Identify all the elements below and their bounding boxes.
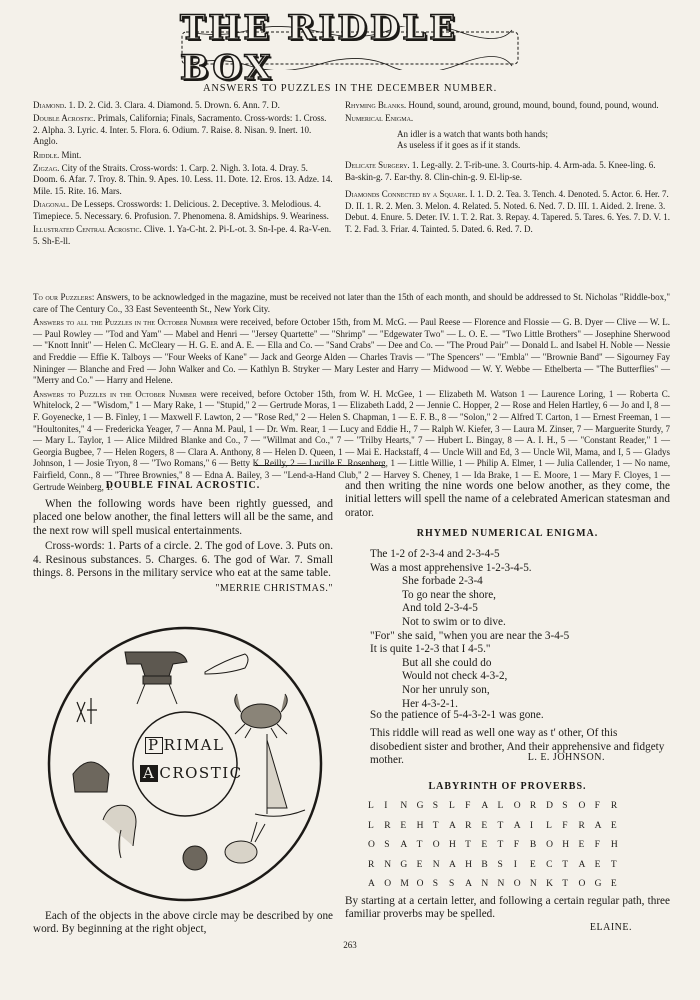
label-rest: RIMAL xyxy=(163,736,225,754)
rhymed-enigma-poem xyxy=(370,548,670,711)
labyrinth-letter: I xyxy=(384,801,388,811)
labyrinth-letter: S xyxy=(432,801,439,811)
answers-right-column xyxy=(345,100,670,237)
answer-label: Diamonds Connected by a Square. xyxy=(345,189,468,200)
labyrinth-letter: B xyxy=(481,859,488,870)
labyrinth-letter: O xyxy=(578,879,586,890)
answer-double-acrostic xyxy=(33,113,333,148)
labyrinth-letter: O xyxy=(432,840,440,851)
labyrinth-letter: A xyxy=(481,801,489,811)
labyrinth-letter: L xyxy=(448,801,455,811)
labyrinth-letter: A xyxy=(400,840,408,851)
labyrinth-letter: A xyxy=(513,820,521,831)
yarn-ball-icon xyxy=(183,846,207,870)
labyrinth-letter: E xyxy=(610,879,617,890)
answer-diamonds-square xyxy=(345,189,670,235)
labyrinth-letter: A xyxy=(594,820,602,831)
labyrinth-letter: M xyxy=(400,879,409,890)
labyrinth-text: By starting at a certain letter, and following a certain regular path, three familiar proverbs may be spelled. xyxy=(345,895,670,921)
labyrinth-letter: N xyxy=(481,879,489,890)
poem-line: Was a most apprehensive 1-2-3-4-5. xyxy=(370,561,532,574)
masthead-title: THE RIDDLE BOX xyxy=(180,8,459,88)
notice-text: Answers, to be acknowledged in the magazine, must be received not later than the 15th of each month, and should be addressed to St. Nicholas "Riddle-box," care of The Century Co., 33 East Seventeenth St., New York City. xyxy=(33,292,671,314)
labyrinth-letter: S xyxy=(432,879,439,890)
labyrinth-row xyxy=(368,856,630,876)
labyrinth-letter: L xyxy=(497,801,504,811)
labyrinth-letter: E xyxy=(610,820,617,831)
answer-zigzag xyxy=(33,163,333,198)
answer-diagonal xyxy=(33,199,333,222)
drop-initial: P xyxy=(145,737,163,754)
answer-rhyming-blanks xyxy=(345,100,670,112)
poem-line: To go near the shore, xyxy=(402,588,496,601)
labyrinth-letter: N xyxy=(497,879,505,890)
page-number: 263 xyxy=(343,940,357,950)
labyrinth-letter: H xyxy=(610,840,618,851)
labyrinth-letter: S xyxy=(497,859,503,870)
poem-line: But all she could do xyxy=(402,656,492,669)
labyrinth-letter: E xyxy=(400,820,407,831)
answers-heading: ANSWERS TO PUZZLES IN THE DECEMBER NUMBER. xyxy=(202,83,498,94)
primal-acrostic-instructions: Each of the objects in the above circle may be described by one word. By beginning at the right object, xyxy=(33,910,333,936)
labyrinth-letter: B xyxy=(529,840,537,851)
labyrinth-letter: R xyxy=(529,801,537,811)
labyrinth-letter: A xyxy=(448,820,456,831)
answer-text: City of the Straits. Cross-words: 1. Carp. 2. Nigh. 3. Iota. 4. Dray. 5. Doom. 6. Afar. 7. Troy. 8. Thin. 9. Apes. 10. Less. 11. Dote. 12. Eros. 13. Adze. 14. Mile. 15. Rite. 16. Mars. xyxy=(33,162,333,196)
labyrinth-letter: L xyxy=(546,820,552,831)
labyrinth-letter: A xyxy=(368,879,375,890)
poem-line: And told 2-3-4-5 xyxy=(402,602,478,615)
poem-line: Not to swim or to dive. xyxy=(402,615,506,628)
labyrinth-letter: T xyxy=(610,859,617,870)
answer-label: Rhyming Blanks. xyxy=(345,100,407,110)
labyrinth-letter: O xyxy=(368,840,375,851)
answer-text: Hound, sound, around, ground, mound, bound, found, pound, wound. xyxy=(406,100,659,110)
answer-riddle xyxy=(33,150,333,162)
labyrinth-letter: E xyxy=(594,859,601,870)
riddle-box-masthead xyxy=(180,8,520,88)
labyrinth-letter: A xyxy=(465,879,472,890)
poem-line: The 1-2 of 2-3-4 and 2-3-4-5 xyxy=(370,548,500,560)
enigma-line: An idler is a watch that wants both hands; xyxy=(397,128,548,139)
answer-central-acrostic xyxy=(33,224,333,247)
labyrinth-letter: R xyxy=(384,820,391,831)
poem-line: Nor her unruly son, xyxy=(402,683,490,696)
answer-text: 1. Leg-ally. 2. T-rib-une. 3. Courts-hip. 4. Arm-ada. 5. Knee-ling. 6. Ba-skin-g. 7. Ear-thy. 8. Clin-chin-g. 9. El-lip-se. xyxy=(345,159,656,182)
poem-note: This riddle will read as well one way as t' other, Of this disobedient sister and brother, And their apprehensive and fidgety mother. xyxy=(370,727,665,767)
poem-line: Her 4-3-2-1. xyxy=(402,697,458,710)
labyrinth-letter: N xyxy=(432,859,440,870)
labyrinth-letter: A xyxy=(448,859,456,870)
labyrinth-letter: E xyxy=(529,859,536,870)
labyrinth-title: LABYRINTH OF PROVERBS. xyxy=(428,781,587,792)
labyrinth-letter: O xyxy=(384,879,392,890)
labyrinth-letter: H xyxy=(562,840,570,851)
answer-label: Diagonal. xyxy=(33,199,70,210)
labyrinth-letter: I xyxy=(513,859,517,870)
labyrinth-letter: T xyxy=(562,879,569,890)
section-divider xyxy=(255,465,385,466)
labyrinth-letter: N xyxy=(400,801,408,811)
acrostic-signature: "MERRIE CHRISTMAS." xyxy=(215,583,333,595)
labyrinth-letter: I xyxy=(529,820,534,831)
labyrinth-letter: E xyxy=(416,859,423,870)
primal-acrostic-text xyxy=(33,910,333,937)
labyrinth-letter: F xyxy=(562,820,568,831)
labyrinth-letter: S xyxy=(448,879,455,890)
answer-label: Zigzag. xyxy=(33,162,60,173)
poem-line: It is quite 1-2-3 that I 4-5." xyxy=(370,643,491,656)
labyrinth-letter: O xyxy=(513,801,521,811)
primal-label xyxy=(145,736,224,754)
answer-label: Illustrated Central Acrostic. xyxy=(33,223,142,234)
answer-text: 1. D. 2. Cid. 3. Clara. 4. Diamond. 5. Drown. 6. Ann. 7. D. xyxy=(66,100,280,110)
labyrinth-row xyxy=(368,797,630,817)
labyrinth-letter: F xyxy=(513,840,519,851)
answer-delicate-surgery xyxy=(345,160,670,183)
labyrinth-letter: T xyxy=(465,840,471,851)
labyrinth-letter: T xyxy=(432,820,439,831)
poem-line: "For" she said, "when you are near the 3-4-5 xyxy=(370,629,570,642)
labyrinth-letter: O xyxy=(416,879,424,890)
labyrinth-letter: O xyxy=(578,801,586,811)
labyrinth-letter: O xyxy=(546,840,553,851)
labyrinth-letter: N xyxy=(384,859,392,870)
double-final-acrostic-body xyxy=(33,498,333,596)
enigma-signature: L. E. JOHNSON. xyxy=(527,752,605,763)
answer-label: Numerical Enigma. xyxy=(345,113,414,124)
label-rest: CROSTIC xyxy=(159,764,243,782)
labyrinth-letter: H xyxy=(448,840,456,851)
notice-all-puzzles xyxy=(33,317,670,387)
answer-text: Mint. xyxy=(59,149,82,160)
labyrinth-letter: L xyxy=(368,801,374,811)
labyrinth-letter: R xyxy=(610,801,618,811)
answer-label: Diamond. xyxy=(33,100,67,110)
labyrinth-row xyxy=(368,875,630,895)
labyrinth-letter: E xyxy=(578,840,585,851)
labyrinth-grid xyxy=(368,797,630,895)
labyrinth-letter: G xyxy=(416,801,424,811)
notice-label: To our Puzzlers: xyxy=(33,292,95,302)
labyrinth-letter: N xyxy=(529,879,537,890)
labyrinth-letter: R xyxy=(368,859,375,870)
answer-label: Riddle. xyxy=(33,149,60,160)
answer-diamond xyxy=(33,100,333,112)
labyrinth-letter: E xyxy=(481,840,488,851)
labyrinth-row xyxy=(368,836,630,856)
enigma-line: As useless if it goes as if it stands. xyxy=(397,140,521,151)
answer-numerical-enigma-label xyxy=(345,113,670,125)
labyrinth-letter: A xyxy=(578,859,586,870)
poem-line: Would not check 4-3-2, xyxy=(402,670,508,683)
answer-text: De Lesseps. Crosswords: 1. Delicious. 2. Deceptive. 3. Melodious. 4. Timepiece. 5. Necessary. 6. Profusion. 7. Phenomena. 8. Amidships. 9. Weariness. xyxy=(33,199,329,221)
poem-line: She forbade 2-3-4 xyxy=(402,575,483,588)
answer-text: Primals, California; Finals, Sacramento. Cross-words: 1. Cross. 2. Alpha. 3. Lyric. 4. Inter. 5. Flora. 6. Odium. 7. Raise. 8. Nisan. 9. Inert. 10. Anglo. xyxy=(33,113,327,147)
labyrinth-letter: T xyxy=(416,840,423,851)
primal-acrostic-continued: and then writing the nine words one below another, as they come, the initial letters will spell the name of a celebrated American statesman and orator. xyxy=(345,480,670,519)
labyrinth-row xyxy=(368,817,630,837)
acrostic-cross-words: Cross-words: 1. Parts of a circle. 2. The god of Love. 3. Puts on. 4. Resinous substances. 5. Charges. 6. The god of War. 7. Small things. 8. Persons in the military service who eat at the same table. xyxy=(33,540,333,580)
labyrinth-letter: T xyxy=(497,820,504,831)
notice-label: Answers to Puzzles in the October Number xyxy=(33,388,197,399)
labyrinth-signature: ELAINE. xyxy=(589,922,632,933)
answer-label: Delicate Surgery. xyxy=(345,159,410,170)
notice-text: were received, before October 15th, from M. McG. — Paul Reese — Florence and Flossie — G. B. Dyer — Clive — W. L. — Paul Rowley — "Tod and Yam" — Mabel and Henri — "Jersey Quartette" — "Shrimp" — "Edgewater Two" — L. O. E. — "Two Little Brothers" — Josephine Sherwood — "Knott Innit" — Helen C. McCleary — H. G. E. and A. E. — Ella and Co. — "Sand Crabs" — Dee and Co. — "The Proud Pair" — Donald L. and Isabel H. Noble — Nessie and Freddie — Effie K. Talboys — "Four Weeks of Kane" — Jack and George Alden — Charles Travis — "The Spencers" — "Embla" — "Brownie Band" — Sigourney Fay Nininger — Blanche and Fred — John Walker and Co. — Kathlyn B. Stryker — Mary Lester and Harry — Midwood — W. Y. Webbe — Ethelberta — "The Butterflies" — "Merry and Co." — Harry and Helene. xyxy=(33,317,670,386)
drop-initial: A xyxy=(140,765,158,782)
answers-left-column xyxy=(33,100,333,249)
acrostic-intro: When the following words have been rightly guessed, and placed one below another, the final letters will all be the same, and the next row will spell musical entertainments. xyxy=(33,498,333,537)
labyrinth-letter: K xyxy=(546,879,553,890)
labyrinth-letter: R xyxy=(465,820,472,831)
notice-text: were received, before October 15th, from W. H. McGee, 1 — Elizabeth M. Watson 1 — Laurence Loring, 1 — Roberta C. Whitelock, 2 — "Wisdom," 1 — Mary Rake, 1 — "Stupid," 2 — Gertrude Moras, 1 — Elizabeth Ladd, 2 — Jennie C. Hopper, 2 — Rose and Helen Hartley, 6 — Jo and I, 8 — F. Goyenecke, 1 — B. Finley, 1 — Maxwell F. Lawton, 2 — "Rose Red," 2 — Helen S. Chapman, 1 — E. F. B., 8 — "Solon," 2 — Alfred T. Carton, 1 — Ernest Freeman, 1 — "Houltonites," 4 — Fredericka Yeager, 7 — Anna M. Paul, 1 — Dr. Wm. Rear, 1 — Lucy and Eddie H., 7 — Ralph W. Kiefer, 3 — Laura M. Zinser, 7 — Marguerite Sturdy, 7 — Mary L. Taylor, 1 — Alice Mildred Blanke and Co., 7 — "Willmat and Co.," 7 — "Trilby Hearts," 7 — Hubert L. Bingay, 8 — A. I. H., 5 — "Constant Reader," 1 — Georgia Bugbee, 7 — Helen Rogers, 8 — Clara A. Anthony, 8 — Helen D. Queen, 1 — Mai E. Hackstaff, 4 — Uncle Will and Ed, 3 — Uncle Wil, Mama, and I, 5 — Gladys Johnson, 1 — Josie Tryon, 8 — "Two Romans," 6 — Betty K. Reilly, 2 — Lucille E. Rosenberg, 1 — Little Willie, 1 — Philip A. Elmer, 1 — Julia Callender, 1 — No name, Fairfield, Conn., 8 — "Three Brownies," 8 — Edna A. Bailey, 3 — "Lend-a-Hand Club," 2 — Harvey S. Cheney, 1 — Ida Brake, 1 — E. Moore, 1 — Mary F. Cloyes, 1 — Gertrude Weinberg, 1. xyxy=(33,388,670,492)
labyrinth-letter: T xyxy=(562,859,569,870)
acrostic-label xyxy=(140,764,243,782)
answer-text: Clive. 1. Ya-C-ht. 2. Pi-L-ot. 3. Sn-I-pe. 4. Ra-V-en. 5. Sh-E-ll. xyxy=(33,223,332,246)
labyrinth-letter: C xyxy=(546,859,553,870)
labyrinth-letter: H xyxy=(416,820,424,831)
primal-acrostic-illustration xyxy=(45,624,325,904)
labyrinth-letter: L xyxy=(368,820,374,831)
labyrinth-letter: R xyxy=(578,820,585,831)
notice-our-puzzlers xyxy=(33,292,670,315)
labyrinth-letter: H xyxy=(465,859,472,870)
labyrinth-letter: D xyxy=(546,801,553,811)
labyrinth-letter: S xyxy=(384,840,390,851)
rhymed-enigma-title: RHYMED NUMERICAL ENIGMA. xyxy=(416,528,599,539)
notice-some-puzzles xyxy=(33,389,670,493)
labyrinth-letter: G xyxy=(594,879,602,890)
notice-label: Answers to all the Puzzles in the October Number xyxy=(33,317,218,328)
labyrinth-letter: F xyxy=(594,840,600,851)
labyrinth-letter: F xyxy=(594,801,600,811)
labyrinth-letter: O xyxy=(513,879,521,890)
labyrinth-letter: E xyxy=(481,820,488,831)
labyrinth-letter: T xyxy=(497,840,504,851)
double-final-acrostic-title: DOUBLE FINAL ACROSTIC. xyxy=(105,480,261,491)
answer-text: I. 1. D. 2. Tea. 3. Tench. 4. Denoted. 5. Actor. 6. Her. 7. D. II. 1. R. 2. Men. 3. Melon. 4. Related. 5. Noted. 6. Ned. 7. D. III. 1. Aided. 2. Irene. 3. Debut. 4. Enure. 5. Deter. IV. 1. T. 2. Rat. 3. Repay. 4. Tapered. 5. Tares. 6. Yes. 7. D. V. 1. T. 2. Fad. 3. Friar. 4. Tainted. 5. Dated. 6. Red. 7. D. xyxy=(345,189,670,234)
labyrinth-letter: G xyxy=(400,859,408,870)
labyrinth-letter: S xyxy=(562,801,568,811)
answer-label: Double Acrostic. xyxy=(33,113,96,124)
labyrinth-letter: F xyxy=(465,801,471,811)
poem-closing: So the patience of 5-4-3-2-1 was gone. xyxy=(370,709,544,721)
